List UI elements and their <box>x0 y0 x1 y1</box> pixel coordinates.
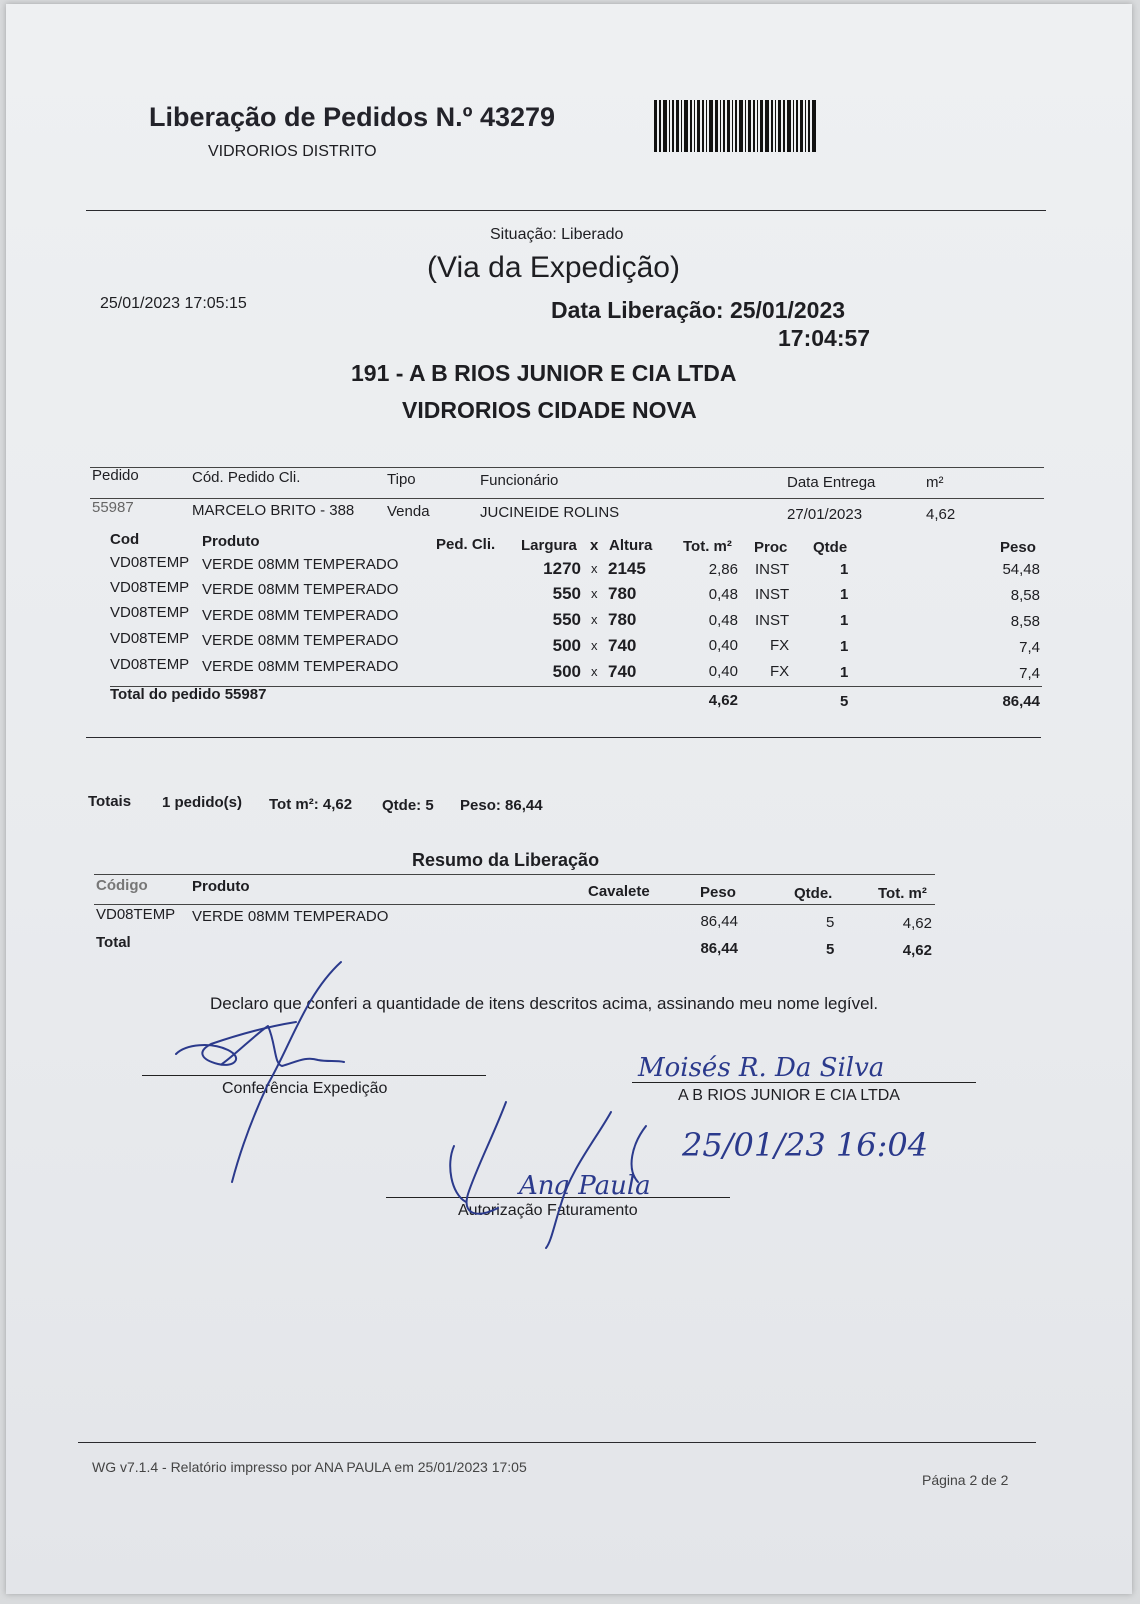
conferencia-label: Conferência Expedição <box>222 1080 388 1097</box>
status-situacao: Situação: Liberado <box>490 226 624 243</box>
item-altura: 780 <box>608 610 637 629</box>
item-proc: INST <box>755 612 790 629</box>
order-value-funcionario: JUCINEIDE ROLINS <box>480 504 620 521</box>
items-header-qtde: Qtde <box>813 539 848 556</box>
resumo-total-label: Total <box>96 934 131 951</box>
via-label: (Via da Expedição) <box>427 251 680 284</box>
resumo-total-tot-m2: 4,62 <box>902 942 932 959</box>
ana-handwritten-text: Ana Paula <box>519 1171 651 1201</box>
resumo-header-cavalete: Cavalete <box>588 883 650 900</box>
item-x: x <box>591 664 598 679</box>
items-total-peso: 86,44 <box>1002 693 1040 710</box>
item-peso: 7,4 <box>1019 639 1040 656</box>
item-tot-m2: 0,48 <box>708 612 738 629</box>
item-tot-m2: 0,40 <box>708 663 738 680</box>
item-qtde: 1 <box>840 664 849 681</box>
page-title: Liberação de Pedidos N.º 43279 <box>149 102 556 132</box>
handwritten-date: 25/01/23 16:04 <box>682 1126 929 1164</box>
print-datetime: 25/01/2023 17:05:15 <box>100 295 247 312</box>
company-label: A B RIOS JUNIOR E CIA LTDA <box>678 1087 900 1104</box>
totais-qtde: Qtde: 5 <box>382 797 434 814</box>
item-produto: VERDE 08MM TEMPERADO <box>202 607 399 624</box>
item-altura: 740 <box>608 636 637 655</box>
item-proc: FX <box>770 637 790 654</box>
item-altura: 740 <box>608 662 637 681</box>
order-label-data-entrega: Data Entrega <box>787 474 876 491</box>
item-tot-m2: 0,40 <box>708 637 738 654</box>
order-label-m2: m² <box>926 474 944 491</box>
item-cod: VD08TEMP <box>110 656 190 673</box>
page-subtitle: VIDRORIOS DISTRITO <box>208 143 377 160</box>
item-largura: 550 <box>552 584 581 603</box>
order-value-tipo: Venda <box>387 503 430 520</box>
autorizacao-label: Autorização Faturamento <box>458 1202 638 1219</box>
item-qtde: 1 <box>840 612 849 629</box>
resumo-header-qtde: Qtde. <box>794 885 833 902</box>
resumo-row-produto: VERDE 08MM TEMPERADO <box>192 908 389 925</box>
item-produto: VERDE 08MM TEMPERADO <box>202 556 399 573</box>
item-proc: FX <box>770 663 790 680</box>
item-peso: 8,58 <box>1010 613 1040 630</box>
item-produto: VERDE 08MM TEMPERADO <box>202 658 399 675</box>
items-header-produto: Produto <box>202 533 260 550</box>
resumo-row-peso: 86,44 <box>700 913 738 930</box>
order-value-m2: 4,62 <box>926 506 956 523</box>
company-handwritten-name: Moisés R. Da Silva <box>638 1053 885 1083</box>
declaration-text: Declaro que conferi a quantidade de itens descritos acima, assinando meu nome legível. <box>210 994 879 1013</box>
footer-page-number: Página 2 de 2 <box>922 1472 1009 1488</box>
items-header-ped-cli: Ped. Cli. <box>436 536 496 553</box>
item-qtde: 1 <box>840 586 849 603</box>
order-label-cod-pedido-cli: Cód. Pedido Cli. <box>192 469 301 486</box>
item-produto: VERDE 08MM TEMPERADO <box>202 581 399 598</box>
items-header-proc: Proc <box>754 539 788 556</box>
totais-m2: Tot m²: 4,62 <box>269 796 353 813</box>
document-page <box>6 4 1132 1594</box>
item-x: x <box>591 561 598 576</box>
items-header-largura: Largura <box>521 537 577 554</box>
item-tot-m2: 2,86 <box>708 561 738 578</box>
footer-print-info: WG v7.1.4 - Relatório impresso por ANA PAULA em 25/01/2023 17:05 <box>92 1459 527 1475</box>
item-cod: VD08TEMP <box>110 579 190 596</box>
footer-divider <box>78 1442 1036 1443</box>
items-total-m2: 4,62 <box>708 692 738 709</box>
item-largura: 550 <box>552 610 581 629</box>
item-largura: 500 <box>552 636 581 655</box>
item-x: x <box>591 586 598 601</box>
resumo-header-codigo: Código <box>96 877 148 894</box>
item-peso: 8,58 <box>1010 587 1040 604</box>
item-x: x <box>591 638 598 653</box>
resumo-title: Resumo da Liberação <box>412 850 600 870</box>
item-qtde: 1 <box>840 638 849 655</box>
conferencia-signature-scribble <box>176 962 344 1182</box>
items-total-qtde: 5 <box>840 693 849 710</box>
resumo-total-qtde: 5 <box>826 941 835 958</box>
item-largura: 1270 <box>543 559 581 578</box>
item-cod: VD08TEMP <box>110 604 190 621</box>
order-value-cod-pedido-cli: MARCELO BRITO - 388 <box>192 502 355 519</box>
item-proc: INST <box>755 586 790 603</box>
resumo-header-tot-m2: Tot. m² <box>878 885 927 902</box>
items-header-peso: Peso <box>1000 539 1036 556</box>
item-tot-m2: 0,48 <box>708 586 738 603</box>
resumo-row-tot-m2: 4,62 <box>902 915 932 932</box>
data-liberacao: Data Liberação: 25/01/2023 <box>551 297 846 323</box>
items-header-tot-m2: Tot. m² <box>683 538 732 555</box>
order-label-funcionario: Funcionário <box>480 472 559 489</box>
items-header-cod: Cod <box>110 531 140 548</box>
client-store: VIDRORIOS CIDADE NOVA <box>402 397 697 423</box>
items-total-label: Total do pedido 55987 <box>110 686 267 703</box>
totais-pedidos: 1 pedido(s) <box>162 794 243 811</box>
resumo-header-produto: Produto <box>192 878 250 895</box>
handwritten-signatures <box>6 4 1132 1594</box>
resumo-header-peso: Peso <box>700 884 736 901</box>
items-header-x: x <box>590 537 599 554</box>
item-cod: VD08TEMP <box>110 630 190 647</box>
resumo-total-peso: 86,44 <box>700 940 738 957</box>
items-header-altura: Altura <box>609 537 653 554</box>
item-x: x <box>591 612 598 627</box>
item-largura: 500 <box>552 662 581 681</box>
order-label-tipo: Tipo <box>387 471 416 488</box>
item-qtde: 1 <box>840 561 849 578</box>
item-produto: VERDE 08MM TEMPERADO <box>202 632 399 649</box>
item-cod: VD08TEMP <box>110 554 190 571</box>
item-altura: 2145 <box>608 559 646 578</box>
resumo-row-codigo: VD08TEMP <box>96 906 176 923</box>
order-label-pedido: Pedido <box>92 467 139 484</box>
item-peso: 54,48 <box>1002 561 1040 578</box>
order-value-data-entrega: 27/01/2023 <box>787 506 863 523</box>
item-altura: 780 <box>608 584 637 603</box>
item-peso: 7,4 <box>1019 665 1040 682</box>
resumo-row-qtde: 5 <box>826 914 835 931</box>
client-name: 191 - A B RIOS JUNIOR E CIA LTDA <box>351 360 737 386</box>
item-proc: INST <box>755 561 790 578</box>
totais-label: Totais <box>88 793 132 810</box>
totais-peso: Peso: 86,44 <box>460 797 543 814</box>
order-value-pedido: 55987 <box>92 499 134 516</box>
data-liberacao-time: 17:04:57 <box>778 325 871 351</box>
